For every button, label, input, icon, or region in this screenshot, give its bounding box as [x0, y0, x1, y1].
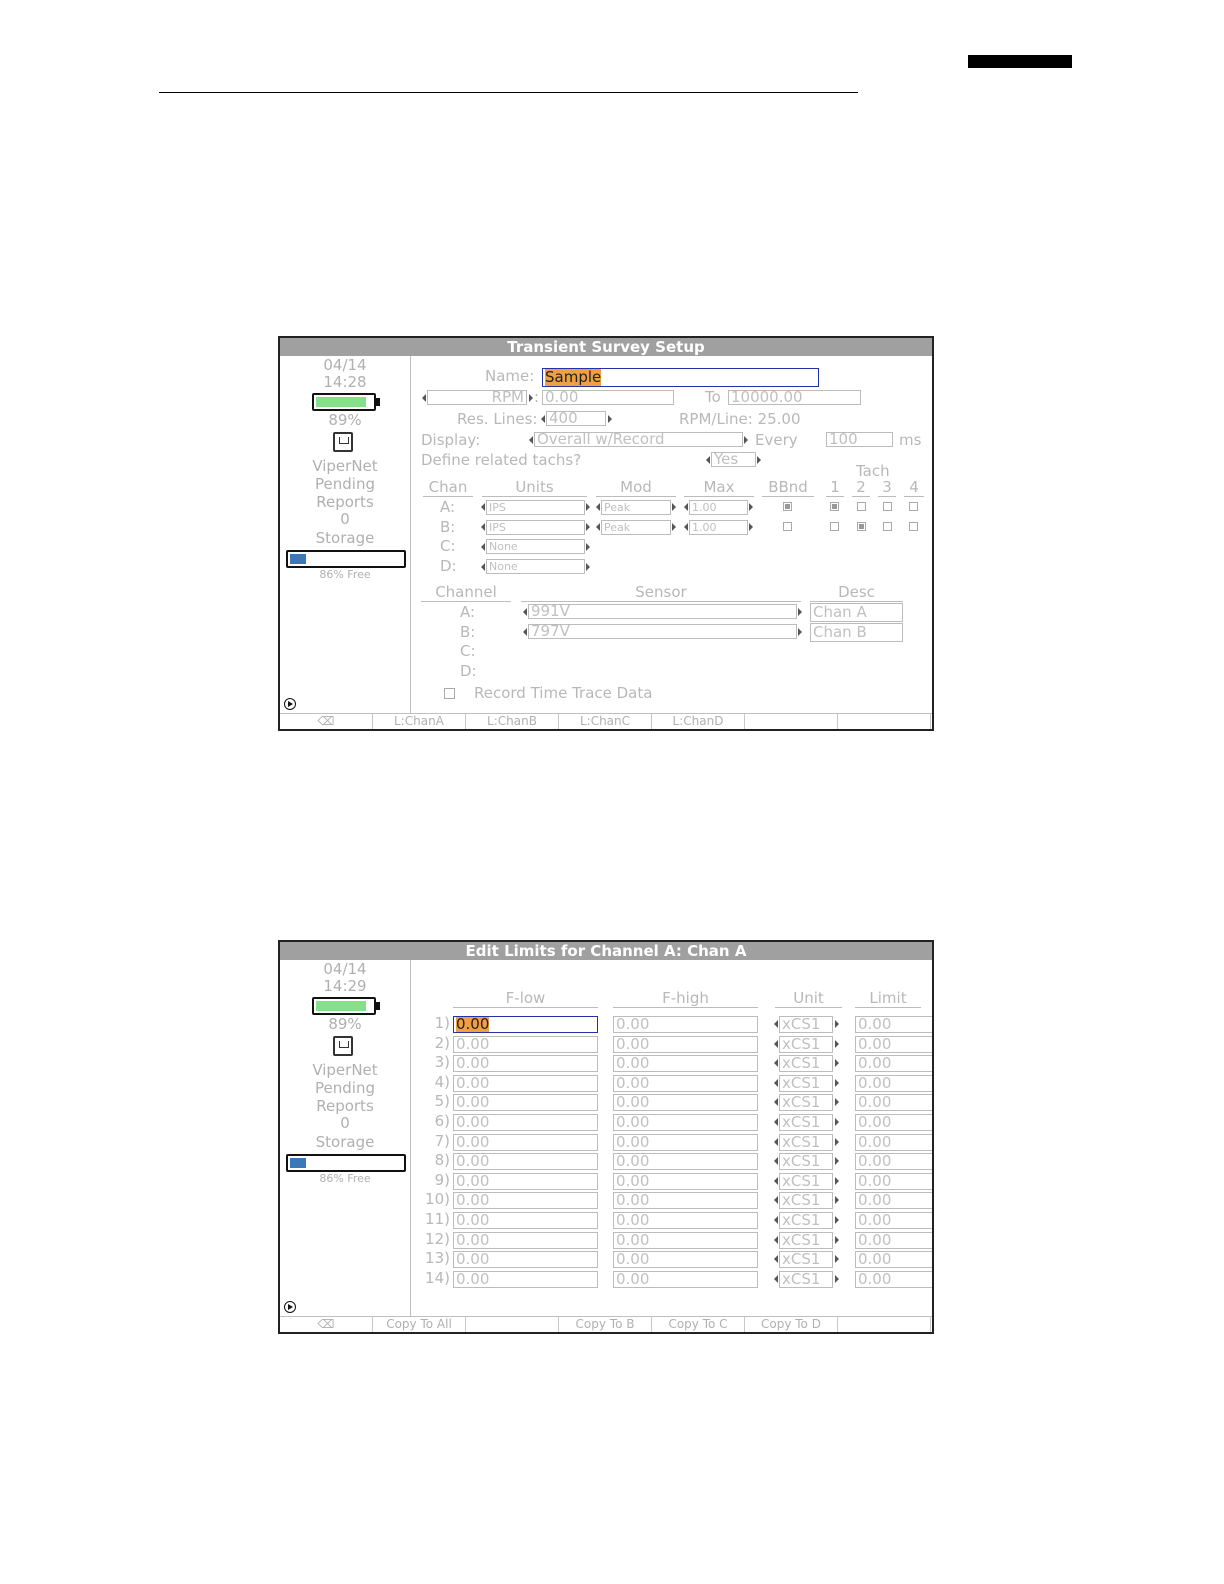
unit-field[interactable]: xCS1	[779, 1173, 833, 1190]
col-desc: Desc	[810, 584, 903, 602]
f-high-field[interactable]: 0.00	[613, 1114, 758, 1131]
storage-free: 86% Free	[319, 568, 371, 581]
every-label: Every	[755, 431, 798, 449]
col-max: Max	[684, 479, 754, 497]
unit-left-arrow[interactable]	[774, 1255, 778, 1263]
ms-label: ms	[899, 431, 922, 449]
limit-field[interactable]: 0.00	[855, 1055, 934, 1072]
col-f-high: F-high	[613, 990, 758, 1008]
limit-field[interactable]: 0.00	[855, 1232, 934, 1249]
col-limit: Limit	[855, 990, 921, 1008]
f-low-field[interactable]: 0.00	[453, 1055, 598, 1072]
bbnd-a-checkbox[interactable]	[783, 502, 792, 511]
col-tach-3: 3	[878, 479, 896, 497]
screen-title: Edit Limits for Channel A: Chan A	[280, 942, 932, 960]
row-number: 12)	[425, 1230, 450, 1248]
define-tachs-left-arrow[interactable]	[706, 456, 710, 464]
screen-title: Transient Survey Setup	[280, 338, 932, 356]
softkey-chan-c[interactable]: L:ChanC	[559, 714, 652, 729]
col-mod: Mod	[596, 479, 676, 497]
unit-left-arrow[interactable]	[774, 1236, 778, 1244]
limit-field[interactable]: 0.00	[855, 1036, 934, 1053]
unit-right-arrow[interactable]	[835, 1079, 839, 1087]
reports-count: 0	[340, 1114, 350, 1132]
softkey-6[interactable]	[745, 714, 838, 729]
units-d-left-arrow[interactable]	[481, 563, 485, 571]
sensor-chan-a-label: A:	[460, 603, 476, 621]
row-number: 14)	[425, 1269, 450, 1287]
unit-field[interactable]: xCS1	[779, 1114, 833, 1131]
sensor-a-field[interactable]: 991V	[528, 604, 797, 619]
define-tachs-right-arrow[interactable]	[757, 456, 761, 464]
unit-right-arrow[interactable]	[835, 1020, 839, 1028]
f-high-field[interactable]: 0.00	[613, 1192, 758, 1209]
mod-a-field[interactable]: Peak	[601, 500, 671, 515]
sensor-a-right-arrow[interactable]	[798, 608, 802, 616]
f-high-field[interactable]: 0.00	[613, 1173, 758, 1190]
sensor-chan-c-label: C:	[460, 642, 476, 660]
pending-label: Pending	[315, 1079, 375, 1097]
max-a-field[interactable]: 1.00	[689, 500, 748, 515]
unit-left-arrow[interactable]	[774, 1216, 778, 1224]
define-tachs-field[interactable]: Yes	[711, 452, 756, 467]
transient-survey-setup-screen	[278, 336, 934, 731]
softkey-bar	[280, 1316, 932, 1332]
chan-d-label: D:	[440, 557, 457, 575]
unit-left-arrow[interactable]	[774, 1157, 778, 1165]
chan-b-label: B:	[440, 518, 456, 536]
mod-b-right-arrow[interactable]	[672, 523, 676, 531]
f-high-field[interactable]: 0.00	[613, 1094, 758, 1111]
rpm-from-field[interactable]: 0.00	[542, 390, 674, 405]
unit-left-arrow[interactable]	[774, 1020, 778, 1028]
col-tach-1: 1	[826, 479, 844, 497]
limit-field[interactable]: 0.00	[855, 1173, 934, 1190]
status-pane	[280, 960, 411, 1316]
units-c-field[interactable]: None	[486, 539, 585, 554]
row-number: 11)	[425, 1210, 450, 1228]
pending-label: Pending	[315, 475, 375, 493]
storage-bar	[286, 1154, 406, 1172]
rpm-left-arrow[interactable]	[422, 394, 426, 402]
limit-field[interactable]: 0.00	[855, 1134, 934, 1151]
sensor-a-left-arrow[interactable]	[523, 608, 527, 616]
tach-label: Tach	[856, 462, 890, 480]
reports-label: Reports	[316, 493, 374, 511]
name-value: Sample	[545, 368, 602, 386]
mod-b-left-arrow[interactable]	[596, 523, 600, 531]
f-low-field[interactable]: 0.00	[453, 1173, 598, 1190]
name-field[interactable]	[542, 368, 819, 387]
unit-left-arrow[interactable]	[774, 1177, 778, 1185]
to-label: To	[705, 388, 721, 406]
limit-field[interactable]: 0.00	[855, 1251, 934, 1268]
record-label: Record Time Trace Data	[474, 684, 653, 702]
page-header-bar	[968, 55, 1072, 68]
units-a-left-arrow[interactable]	[481, 503, 485, 511]
col-chan: Chan	[423, 479, 473, 497]
mod-b-field[interactable]: Peak	[601, 520, 671, 535]
f-high-field[interactable]: 0.00	[613, 1251, 758, 1268]
unit-right-arrow[interactable]	[835, 1216, 839, 1224]
tach-a-4-checkbox[interactable]	[909, 502, 918, 511]
units-c-left-arrow[interactable]	[481, 543, 485, 551]
storage-label: Storage	[315, 1133, 375, 1151]
edit-limits-screen	[278, 940, 934, 1334]
name-label: Name:	[485, 367, 535, 385]
chan-c-label: C:	[440, 537, 456, 555]
f-low-field[interactable]: 0.00	[453, 1075, 598, 1092]
f-low-field[interactable]: 0.00	[453, 1212, 598, 1229]
max-b-right-arrow[interactable]	[749, 523, 753, 531]
res-lines-left-arrow[interactable]	[541, 415, 545, 423]
page-header-rule	[159, 92, 858, 93]
copy-to-all-softkey[interactable]: Copy To All	[373, 1317, 466, 1332]
display-left-arrow[interactable]	[529, 436, 533, 444]
col-unit: Unit	[775, 990, 842, 1008]
time: 14:29	[323, 977, 367, 995]
copy-to-d-softkey[interactable]: Copy To D	[745, 1317, 838, 1332]
softkey-chan-d[interactable]: L:ChanD	[652, 714, 745, 729]
rpm-colon: :	[534, 388, 540, 406]
unit-right-arrow[interactable]	[835, 1255, 839, 1263]
softkey-7[interactable]	[838, 1317, 931, 1332]
col-bbnd: BBnd	[762, 479, 814, 497]
battery-icon	[312, 997, 376, 1015]
tach-a-1-checkbox[interactable]	[830, 502, 839, 511]
unit-right-arrow[interactable]	[835, 1157, 839, 1165]
rpm-right-arrow[interactable]	[529, 394, 533, 402]
max-a-right-arrow[interactable]	[749, 503, 753, 511]
f-low-value: 0.00	[456, 1016, 490, 1033]
unit-field[interactable]: xCS1	[779, 1212, 833, 1229]
sensor-chan-d-label: D:	[460, 662, 477, 680]
reports-count: 0	[340, 510, 350, 528]
unit-field[interactable]: xCS1	[779, 1016, 833, 1033]
display-label: Display:	[421, 431, 481, 449]
limit-field[interactable]: 0.00	[855, 1094, 934, 1111]
f-high-field[interactable]: 0.00	[613, 1212, 758, 1229]
units-a-right-arrow[interactable]	[586, 503, 590, 511]
unit-field[interactable]: xCS1	[779, 1192, 833, 1209]
units-a-field[interactable]: IPS	[486, 500, 585, 515]
tach-a-2-checkbox[interactable]	[857, 502, 866, 511]
units-d-field[interactable]: None	[486, 559, 585, 574]
storage-free: 86% Free	[319, 1172, 371, 1185]
battery-fill	[316, 1001, 366, 1011]
f-high-field[interactable]: 0.00	[613, 1016, 758, 1033]
col-tach-4: 4	[904, 479, 924, 497]
rpm-per-line: RPM/Line: 25.00	[679, 410, 801, 428]
limit-field[interactable]: 0.00	[855, 1153, 934, 1170]
network-icon	[333, 1036, 353, 1056]
max-a-left-arrow[interactable]	[684, 503, 688, 511]
limit-field[interactable]: 0.00	[855, 1114, 934, 1131]
f-high-field[interactable]: 0.00	[613, 1036, 758, 1053]
backspace-softkey[interactable]: ⌫	[280, 714, 373, 729]
f-high-field[interactable]: 0.00	[613, 1134, 758, 1151]
unit-right-arrow[interactable]	[835, 1138, 839, 1146]
col-channel: Channel	[421, 584, 511, 602]
unit-right-arrow[interactable]	[835, 1040, 839, 1048]
storage-bar	[286, 550, 406, 568]
res-lines-label: Res. Lines:	[457, 410, 538, 428]
tach-b-1-checkbox[interactable]	[830, 522, 839, 531]
unit-left-arrow[interactable]	[774, 1040, 778, 1048]
unit-field[interactable]: xCS1	[779, 1055, 833, 1072]
display-right-arrow[interactable]	[744, 436, 748, 444]
res-lines-right-arrow[interactable]	[608, 415, 612, 423]
rpm-selector[interactable]: RPM	[427, 390, 527, 405]
limit-field[interactable]: 0.00	[855, 1271, 934, 1288]
vipernet-label: ViperNet	[312, 457, 378, 475]
row-number: 4)	[434, 1073, 450, 1091]
unit-right-arrow[interactable]	[835, 1236, 839, 1244]
f-high-field[interactable]: 0.00	[613, 1271, 758, 1288]
col-f-low: F-low	[453, 990, 598, 1008]
limit-field[interactable]: 0.00	[855, 1016, 934, 1033]
units-c-right-arrow[interactable]	[586, 543, 590, 551]
row-number: 6)	[434, 1112, 450, 1130]
unit-field[interactable]: xCS1	[779, 1232, 833, 1249]
date: 04/14	[323, 356, 367, 374]
copy-to-b-softkey[interactable]: Copy To B	[559, 1317, 652, 1332]
time: 14:28	[323, 373, 367, 391]
softkey-bar	[280, 713, 932, 729]
storage-fill	[290, 1158, 306, 1168]
softkey-chan-b[interactable]: L:ChanB	[466, 714, 559, 729]
date: 04/14	[323, 960, 367, 978]
reports-label: Reports	[316, 1097, 374, 1115]
sensor-chan-b-label: B:	[460, 623, 476, 641]
f-low-field[interactable]: 0.00	[453, 1114, 598, 1131]
limit-field[interactable]: 0.00	[855, 1192, 934, 1209]
f-low-field[interactable]: 0.00	[453, 1271, 598, 1288]
rpm-to-field[interactable]: 10000.00	[728, 390, 861, 405]
f-high-field[interactable]: 0.00	[613, 1055, 758, 1072]
units-b-left-arrow[interactable]	[481, 523, 485, 531]
unit-right-arrow[interactable]	[835, 1059, 839, 1067]
max-b-left-arrow[interactable]	[684, 523, 688, 531]
tach-b-4-checkbox[interactable]	[909, 522, 918, 531]
storage-fill	[290, 554, 306, 564]
unit-right-arrow[interactable]	[835, 1098, 839, 1106]
desc-b-field[interactable]: Chan B	[810, 623, 903, 642]
desc-a-field[interactable]: Chan A	[810, 603, 903, 622]
unit-field[interactable]: xCS1	[779, 1271, 833, 1288]
row-number: 10)	[425, 1190, 450, 1208]
battery-percent: 89%	[328, 1015, 362, 1033]
unit-left-arrow[interactable]	[774, 1118, 778, 1126]
sensor-b-field[interactable]: 797V	[528, 624, 797, 639]
unit-right-arrow[interactable]	[835, 1177, 839, 1185]
unit-field[interactable]: xCS1	[779, 1075, 833, 1092]
f-low-field[interactable]: 0.00	[453, 1232, 598, 1249]
units-b-field[interactable]: IPS	[486, 520, 585, 535]
tach-b-2-checkbox[interactable]	[857, 522, 866, 531]
vipernet-label: ViperNet	[312, 1061, 378, 1079]
max-b-field[interactable]: 1.00	[689, 520, 748, 535]
row-number: 9)	[434, 1171, 450, 1189]
bbnd-b-checkbox[interactable]	[783, 522, 792, 531]
display-field[interactable]: Overall w/Record	[534, 432, 743, 447]
unit-right-arrow[interactable]	[835, 1118, 839, 1126]
f-low-field[interactable]: 0.00	[453, 1192, 598, 1209]
play-icon[interactable]	[284, 1301, 296, 1313]
row-number: 5)	[434, 1092, 450, 1110]
unit-right-arrow[interactable]	[835, 1196, 839, 1204]
unit-left-arrow[interactable]	[774, 1196, 778, 1204]
unit-field[interactable]: xCS1	[779, 1251, 833, 1268]
f-high-field[interactable]: 0.00	[613, 1153, 758, 1170]
f-high-field[interactable]: 0.00	[613, 1075, 758, 1092]
copy-to-c-softkey[interactable]: Copy To C	[652, 1317, 745, 1332]
battery-icon	[312, 393, 376, 411]
every-field[interactable]: 100	[826, 432, 893, 447]
sensor-b-left-arrow[interactable]	[523, 628, 527, 636]
softkey-7[interactable]	[838, 714, 931, 729]
unit-field[interactable]: xCS1	[779, 1094, 833, 1111]
col-units: Units	[482, 479, 587, 497]
col-tach-2: 2	[852, 479, 870, 497]
unit-field[interactable]: xCS1	[779, 1134, 833, 1151]
unit-left-arrow[interactable]	[774, 1098, 778, 1106]
battery-fill	[316, 397, 366, 407]
status-pane	[280, 356, 411, 713]
battery-percent: 89%	[328, 411, 362, 429]
res-lines-field[interactable]: 400	[546, 411, 606, 426]
storage-label: Storage	[315, 529, 375, 547]
limit-field[interactable]: 0.00	[855, 1075, 934, 1092]
mod-a-left-arrow[interactable]	[596, 503, 600, 511]
f-low-field[interactable]: 0.00	[453, 1094, 598, 1111]
play-icon[interactable]	[284, 698, 296, 710]
unit-left-arrow[interactable]	[774, 1059, 778, 1067]
network-icon	[333, 432, 353, 452]
row-number: 8)	[434, 1151, 450, 1169]
f-low-field[interactable]: 0.00	[453, 1251, 598, 1268]
define-tachs-label: Define related tachs?	[421, 451, 582, 469]
units-d-right-arrow[interactable]	[586, 563, 590, 571]
f-low-field[interactable]: 0.00	[453, 1036, 598, 1053]
row-number: 13)	[425, 1249, 450, 1267]
softkey-3[interactable]	[466, 1317, 559, 1332]
f-low-field[interactable]	[453, 1016, 598, 1033]
row-number: 3)	[434, 1053, 450, 1071]
tach-b-3-checkbox[interactable]	[883, 522, 892, 531]
tach-a-3-checkbox[interactable]	[883, 502, 892, 511]
row-number: 1)	[434, 1014, 450, 1032]
chan-a-label: A:	[440, 498, 456, 516]
row-number: 7)	[434, 1132, 450, 1150]
unit-field[interactable]: xCS1	[779, 1036, 833, 1053]
record-checkbox[interactable]	[444, 688, 455, 699]
col-sensor: Sensor	[521, 584, 801, 602]
unit-left-arrow[interactable]	[774, 1275, 778, 1283]
f-low-field[interactable]: 0.00	[453, 1134, 598, 1151]
unit-field[interactable]: xCS1	[779, 1153, 833, 1170]
units-b-right-arrow[interactable]	[586, 523, 590, 531]
limit-field[interactable]: 0.00	[855, 1212, 934, 1229]
sensor-b-right-arrow[interactable]	[798, 628, 802, 636]
f-high-field[interactable]: 0.00	[613, 1232, 758, 1249]
mod-a-right-arrow[interactable]	[672, 503, 676, 511]
unit-left-arrow[interactable]	[774, 1079, 778, 1087]
unit-right-arrow[interactable]	[835, 1275, 839, 1283]
f-low-field[interactable]: 0.00	[453, 1153, 598, 1170]
backspace-softkey[interactable]: ⌫	[280, 1317, 373, 1332]
unit-left-arrow[interactable]	[774, 1138, 778, 1146]
softkey-chan-a[interactable]: L:ChanA	[373, 714, 466, 729]
row-number: 2)	[434, 1034, 450, 1052]
